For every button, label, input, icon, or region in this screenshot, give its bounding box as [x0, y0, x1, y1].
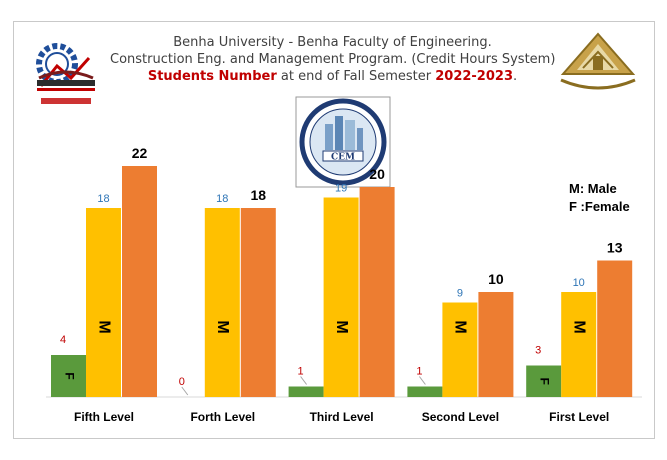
bar-female-2: [289, 387, 324, 398]
leader-line-3: [419, 377, 425, 385]
value-label-male-4: 10: [572, 277, 585, 289]
leader-line-2: [301, 377, 307, 385]
bar-male-1: [205, 208, 240, 397]
title-semester: at end of Fall Semester: [276, 69, 436, 84]
value-label-female-1: 0: [178, 376, 185, 388]
bar-text-female-0: F: [62, 372, 77, 380]
value-label-total-4: 13: [606, 239, 623, 256]
value-label-total-0: 22: [131, 145, 148, 161]
chart-title-line1: Benha University - Benha Faculty of Engineering.: [173, 35, 492, 50]
program-logo-text: CEM: [331, 152, 355, 163]
value-label-female-3: 1: [416, 365, 423, 378]
leader-line-1: [182, 387, 188, 395]
title-period: .: [513, 69, 518, 84]
value-label-female-0: 4: [59, 334, 67, 346]
bar-total-1: [241, 208, 276, 397]
category-label-4: First Level: [549, 410, 610, 424]
legend-male: M: Male: [569, 181, 617, 196]
category-label-1: Forth Level: [190, 410, 256, 424]
bar-female-3: [407, 387, 442, 398]
legend: [569, 180, 630, 216]
category-label-3: Second Level: [421, 410, 500, 424]
bar-male-4: [561, 292, 596, 397]
bar-text-female-4: F: [537, 377, 552, 385]
bar-total-3: [478, 292, 513, 397]
bar-male-0: [86, 208, 121, 397]
bar-text-male-4: M: [570, 320, 588, 334]
title-students-number: Students Number: [147, 69, 277, 84]
bar-text-male-2: M: [332, 320, 350, 334]
title-year: 2022-2023: [435, 69, 513, 84]
value-label-male-0: 18: [97, 193, 110, 205]
bar-total-2: [360, 187, 395, 397]
value-label-male-3: 9: [456, 287, 463, 300]
value-label-total-2: 20: [369, 166, 385, 182]
bar-text-male-0: M: [95, 320, 113, 334]
value-label-male-2: 19: [334, 182, 348, 195]
bar-male-2: [324, 198, 359, 398]
bar-total-4: [597, 261, 632, 398]
legend-female: F :Female: [569, 199, 630, 214]
bar-total-0: [122, 166, 157, 397]
bar-text-male-3: M: [451, 320, 469, 334]
value-label-total-1: 18: [250, 187, 267, 203]
value-label-female-4: 3: [535, 344, 542, 357]
value-label-male-1: 18: [216, 193, 229, 205]
value-label-female-2: 1: [297, 365, 304, 378]
category-label-2: Third Level: [309, 410, 374, 424]
category-label-0: Fifth Level: [73, 410, 135, 424]
bar-text-male-1: M: [214, 320, 232, 334]
bar-male-3: [442, 303, 477, 398]
chart-title-line2: Construction Eng. and Management Program. (Credit Hours System): [110, 52, 556, 67]
value-label-total-3: 10: [488, 271, 504, 287]
